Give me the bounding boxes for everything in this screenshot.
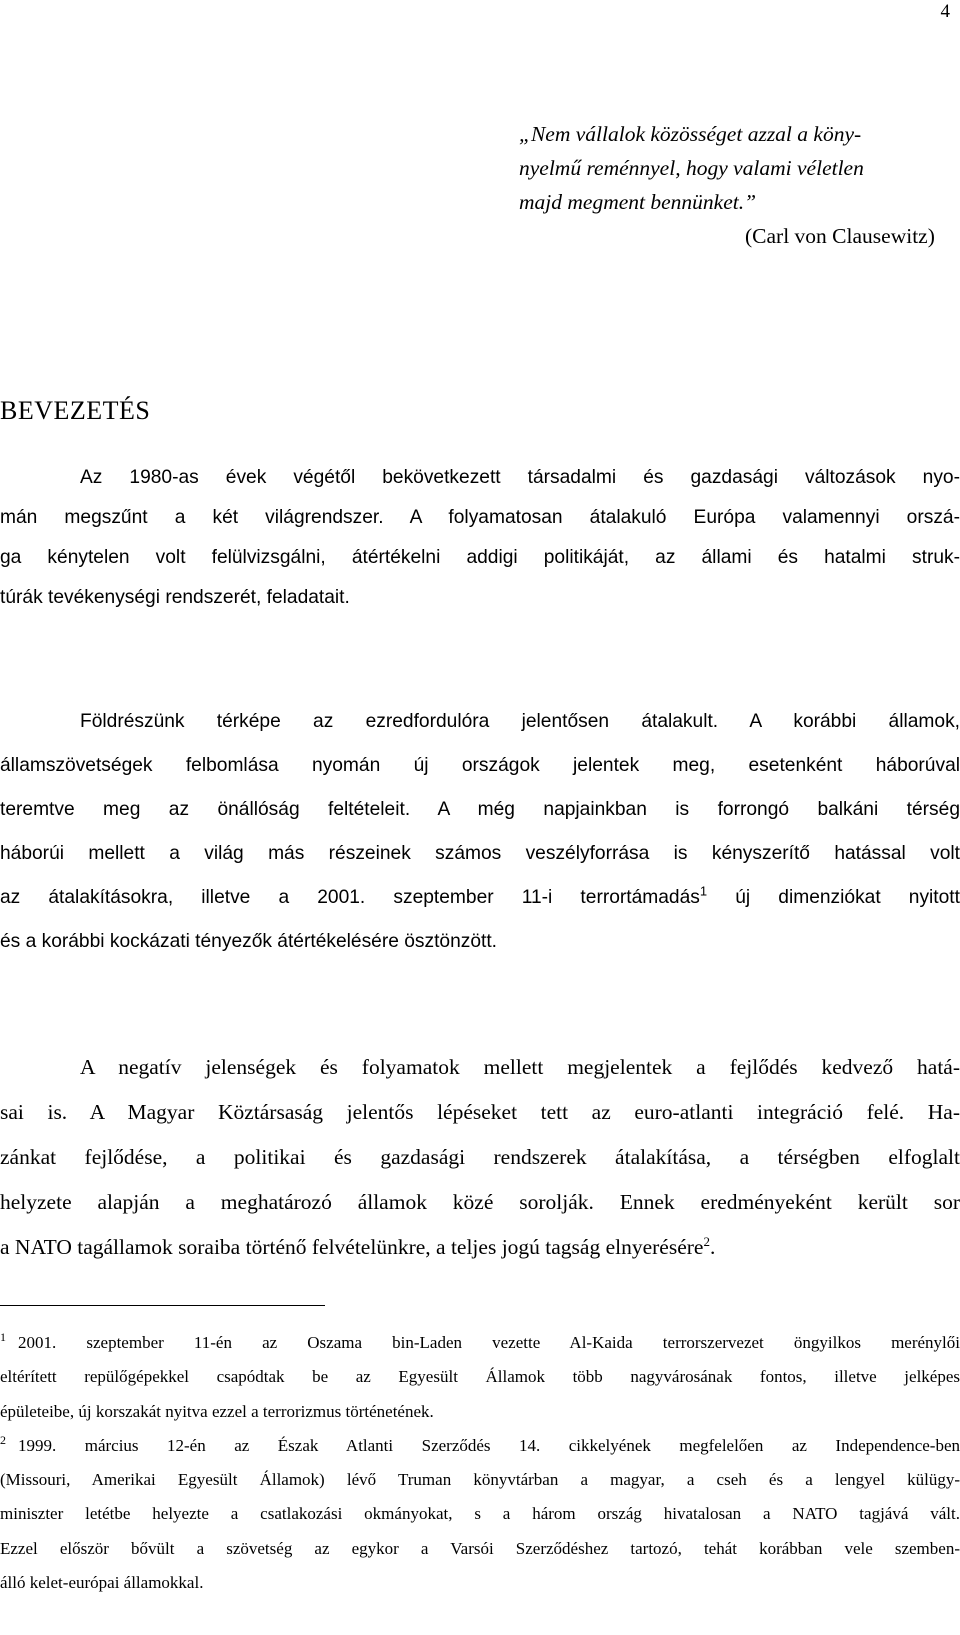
paragraph-line: teremtve meg az önállóság feltételeit. A még napjainkban is forrongó balkáni térség	[0, 799, 960, 820]
epigraph-line: nyelmű reménnyel, hogy valami véletlen	[519, 156, 864, 180]
footnote-line: eltérített repülőgépekkel csapódtak be az Egyesült Államok több nagyvárosának fontos, illetve jelképes	[0, 1367, 960, 1387]
footnote-line: álló kelet-európai államokkal.	[0, 1573, 204, 1593]
footnote-line	[0, 1429, 960, 1463]
paragraph-line: zánkat fejlődése, a politikai és gazdasági rendszerek átalakítása, a térségben elfoglalt	[0, 1145, 960, 1169]
line-text: .	[709, 1235, 716, 1259]
paragraph-line: és a korábbi kockázati tényezők átértékelésére ösztönzött.	[0, 931, 498, 952]
paragraph-line: sai is. A Magyar Köztársaság jelentős lépéseket tett az euro-atlanti integráció felé. Ha-	[0, 1100, 960, 1124]
paragraph-line: mán megszűnt a két világrendszer. A folyamatosan átalakuló Európa valamennyi orszá-	[0, 507, 960, 528]
epigraph-line: „Nem vállalok közösséget azzal a köny-	[519, 122, 862, 146]
epigraph-line: majd megment bennünket.”	[519, 190, 757, 214]
paragraph-line: túrák tevékenységi rendszerét, feladatait.	[0, 587, 350, 608]
paragraph-line: államszövetségek felbomlása nyomán új országok jelentek meg, esetenként háborúval	[0, 755, 960, 776]
paragraph-line: A negatív jelenségek és folyamatok mellett megjelentek a fejlődés kedvező hatá-	[80, 1055, 960, 1079]
intro-paragraph-3	[0, 1045, 960, 1270]
paragraph-line-with-footnote-ref	[0, 1225, 960, 1270]
footnote-number: 2	[0, 1433, 6, 1448]
footnote-text: 2001. szeptember 11-én az Oszama bin-Laden vezette Al-Kaida terrorszervezet öngyilkos merénylői	[18, 1333, 960, 1352]
paragraph-line: Földrészünk térképe az ezredfordulóra jelentősen átalakult. A korábbi államok,	[80, 711, 960, 732]
intro-paragraph-1	[0, 458, 960, 618]
footnote-line: Ezzel először bővült a szövetség az egykor a Varsói Szerződéshez tartozó, tehát korábban vele szemben-	[0, 1538, 960, 1558]
footnote-number: 1	[0, 1330, 6, 1345]
paragraph-line: ga kénytelen volt felülvizsgálni, átértékelni addigi politikáját, az állami és hatalmi struk-	[0, 547, 960, 568]
line-text: új dimenziókat nyitott	[707, 887, 960, 908]
footnotes	[0, 1326, 960, 1600]
footnote-1	[0, 1326, 960, 1429]
epigraph	[519, 117, 959, 253]
footnote-text: 1999. március 12-én az Észak Atlanti Szerződés 14. cikkelyének megfelelően az Independence-ben	[18, 1435, 960, 1455]
paragraph-line-with-footnote-ref	[0, 876, 960, 920]
footnote-ref-1: 1	[699, 883, 708, 899]
footnote-line: épületeibe, új korszakát nyitva ezzel a terrorizmus történetének.	[0, 1401, 434, 1421]
footnote-line	[0, 1326, 960, 1360]
intro-paragraph-2	[0, 700, 960, 964]
footnote-separator	[0, 1305, 325, 1306]
paragraph-line: Az 1980-as évek végétől bekövetkezett társadalmi és gazdasági változások nyo-	[80, 467, 960, 488]
paragraph-line: helyzete alapján a meghatározó államok közé sorolják. Ennek eredményeként került sor	[0, 1190, 960, 1214]
footnote-2	[0, 1429, 960, 1600]
footnote-ref-2: 2	[703, 1233, 710, 1249]
footnote-line: (Missouri, Amerikai Egyesült Államok) lévő Truman könyvtárban a magyar, a cseh és a lengyel külügy-	[0, 1470, 960, 1490]
line-text: az átalakításokra, illetve a 2001. szeptember 11-i terrortámadás	[0, 887, 700, 908]
epigraph-source: (Carl von Clausewitz)	[745, 224, 935, 248]
line-text: a NATO tagállamok soraiba történő felvételünkre, a teljes jogú tagság elnyerésére	[0, 1235, 704, 1259]
paragraph-line: háborúi mellett a világ más részeinek számos veszélyforrása is kényszerítő hatással volt	[0, 843, 960, 864]
page-number: 4	[940, 1, 950, 22]
footnote-line: miniszter letétbe helyezte a csatlakozási okmányokat, s a három ország hivatalosan a NATO tagjává vált.	[0, 1504, 960, 1524]
section-heading: BEVEZETÉS	[0, 396, 151, 425]
